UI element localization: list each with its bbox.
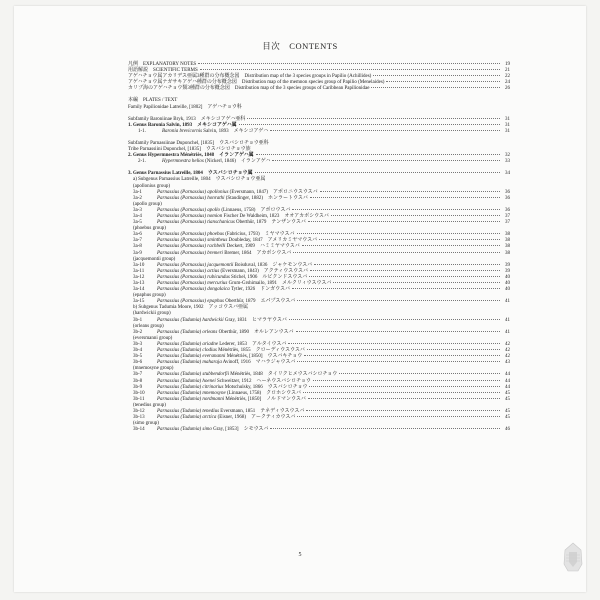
document-page [14, 6, 586, 592]
toc-entry-text [128, 105, 242, 111]
toc-entry-page: 31 [505, 122, 510, 128]
toc-leader-dots [270, 427, 500, 429]
table-of-contents [128, 62, 510, 433]
toc-entry-number: 3b-10 [133, 390, 145, 396]
toc-entry-number: 3a-7 [133, 238, 142, 244]
toc-entry-text [128, 129, 268, 135]
toc-entry-page: 37 [505, 213, 510, 219]
toc-leader-dots [313, 379, 500, 381]
toc-entry-label: Parnassius (Parnassius) epaphus Oberthür, 1879 エパプスウスバ [157, 299, 296, 305]
toc-entry-number: 3b-14 [133, 427, 145, 433]
toc-entry-number: 3b-7 [133, 372, 143, 378]
toc-entry-page: 39 [505, 262, 510, 268]
toc-entry-page: 40 [505, 274, 510, 280]
toc-leader-dots [293, 251, 500, 253]
toc-leader-dots [303, 391, 500, 393]
toc-entry-text [128, 86, 369, 92]
toc-entry-number: 3a-1 [133, 189, 142, 195]
toc-leader-dots [247, 117, 500, 119]
toc-entry-label: Parnassius (Tadumia) eversmanni Ménétriès, [1850] ウスバキチョウ [157, 354, 303, 360]
toc-entry-label: Subfamily Baroniinae Bryk, 1913 メキシコアゲハ亜科 [128, 116, 246, 122]
toc-entry-page: 31 [505, 116, 510, 122]
toc-entry-label: 凡例 EXPLANATORY NOTES [128, 62, 197, 67]
toc-entry-page: 36 [505, 189, 510, 195]
toc-entry-number: 3b-1 [133, 317, 143, 323]
page-title: 目次 CONTENTS [262, 41, 338, 51]
toc-entry-label: Parnassius (Parnassius) apollo (Linnaeus, 1758) アポロウスバ [157, 207, 291, 213]
toc-entry-label: a) Subgenus Parnassius Latreille, 1804 ウスバシロチョウ亜属 [133, 177, 266, 183]
toc-entry-page: 45 [505, 408, 510, 414]
toc-leader-dots [292, 208, 500, 210]
toc-entry-label: Parnassius (Tadumia) simo Gray, [1853] シモウスバ [157, 427, 269, 433]
toc-entry-number: 3a-15 [133, 299, 145, 305]
toc-entry-label: 3. Genus Parnassius Latreille, 1804 ウスバシロチョウ属 [128, 171, 253, 177]
toc-leader-dots [307, 348, 500, 350]
toc-entry-number: 3a-10 [133, 262, 145, 268]
toc-entry-label: アゲハチョウ属ナガサキアゲハ種群の分布概念図 Distribution map of the memnon species group of Papilio (Menelaides) [128, 80, 385, 86]
toc-entry-page: 26 [505, 86, 510, 92]
toc-leader-dots [255, 171, 500, 173]
toc-entry-page: 45 [505, 415, 510, 421]
toc-entry-number: 3b-11 [133, 396, 145, 402]
toc-entry-label: (mnemosyne group) [133, 366, 174, 372]
toc-entry-label: Parnassius (Parnassius) jacquemontii Boisduval, 1836 ジャケモンウスバ [157, 262, 313, 268]
toc-entry-label: Parnassius (Tadumia) hoenei Schweitzer, 1912 ヘーネウスバシロチョウ [157, 378, 311, 384]
toc-entry-label: Parnassius (Tadumia) orleans Oberthür, 1890 オルレアンウスバ [157, 329, 294, 335]
toc-entry-number: 3b-6 [133, 360, 143, 366]
toc-entry-page: 19 [505, 62, 510, 67]
toc-entry-page: 45 [505, 390, 510, 396]
toc-entry-label: Family Papilionidae Latreille, [1802] アゲハチョウ科 [128, 104, 242, 110]
toc-entry-number: 2-1. [138, 159, 146, 165]
toc-entry-page: 44 [505, 372, 510, 378]
toc-entry-label: Parnassius (Parnassius) phoebus (Fabricius, 1793) ミヤマウスバ [157, 232, 295, 238]
toc-leader-dots [308, 397, 500, 399]
toc-entry-label: Parnassius (Parnassius) rubicundus Stichel, 1906 ルビクンドスウスバ [157, 274, 308, 280]
toc-leader-dots [314, 263, 500, 265]
toc-entry-label: 本編 PLATES / TEXT [128, 98, 178, 104]
toc-leader-dots [309, 275, 500, 277]
toc-entry-number: 3a-5 [133, 220, 142, 226]
toc-leader-dots [371, 86, 500, 88]
toc-entry-label: Hypermnestra helios (Nickerl, 1846) イランアゲハ [162, 159, 271, 165]
toc-entry-label: (orleans group) [133, 323, 164, 329]
toc-entry-label: Parnassius (Parnassius) mercurius Grum-Grshimailo, 1891 メルクリィウスウスバ [157, 281, 332, 286]
toc-entry-page: 31 [505, 128, 510, 134]
toc-entry-label: Parnassius (Parnassius) smintheus Doubleday, 1847 アメリカミヤマウスバ [157, 238, 318, 244]
toc-entry-number: 3b-2 [133, 329, 143, 335]
toc-entry-page: 39 [505, 268, 510, 274]
toc-entry-number: 3a-6 [133, 232, 142, 238]
toc-entry-label: (jacquemontii group) [133, 256, 176, 262]
toc-leader-dots [373, 74, 500, 76]
toc-leader-dots [239, 123, 500, 125]
toc-entry-label: (hardwickii group) [133, 311, 171, 317]
toc-entry-label: 用語解説 SCIENTIFIC TERMS [128, 68, 198, 74]
toc-entry-page: 38 [505, 238, 510, 244]
toc-entry-label: (epaphus group) [133, 293, 166, 299]
toc-entry-page: 38 [505, 250, 510, 256]
toc-entry-number: 3a-8 [133, 244, 142, 250]
toc-leader-dots [297, 299, 500, 301]
toc-entry-label: Parnassius (Tadumia) maharaja Avinoff, 1916 マハラジャウスバ [157, 360, 296, 366]
toc-entry-number: 3b-4 [133, 348, 143, 354]
toc-entry-label: Parnassius (Tadumia) clodius Ménétriès, 1855 クローディウスウスバ [157, 348, 305, 354]
toc-leader-dots [292, 287, 500, 289]
toc-entry-label: Tribe Parnassiini Duponchel, [1835] ウスバシロチョウ族 [128, 147, 251, 153]
toc-entry-page: 36 [505, 195, 510, 201]
toc-entry-page: 40 [505, 287, 510, 293]
toc-entry-label: (phoebus group) [133, 226, 166, 232]
toc-entry-number: 3a-11 [133, 268, 145, 274]
toc-entry-label: カリブ海のアゲハチョウ類3種群の分布概念図 Distribution map of the 3 species groups of Caribbean Papilionidae [128, 86, 370, 92]
toc-entry-page: 33 [505, 159, 510, 165]
toc-entry-page: 44 [505, 384, 510, 390]
toc-entry-number: 3b-3 [133, 341, 143, 347]
toc-leader-dots [304, 354, 500, 356]
toc-entry-page: 44 [505, 378, 510, 384]
toc-entry-page: 34 [505, 171, 510, 177]
toc-entry-page: 21 [505, 68, 510, 74]
toc-entry-page: 38 [505, 244, 510, 250]
toc-entry-label: Parnassius (Parnassius) nomion Fischer De Waldheim, 1823 オオアカボシウスバ [157, 213, 329, 219]
toc-entry-text [128, 159, 270, 165]
toc-entry-label: (tenedius group) [133, 402, 166, 408]
toc-leader-dots [198, 62, 500, 64]
toc-entry-number: 3a-9 [133, 250, 142, 256]
toc-entry-number: 3a-12 [133, 274, 145, 280]
toc-entry-number: 3b-8 [133, 378, 143, 384]
toc-entry-label: Parnassius (Parnassius) dongalaica Tytler, 1926 ドンガウスバ [157, 287, 290, 293]
toc-leader-dots [339, 372, 500, 374]
toc-entry-label: Baronia brevicornis Salvin, 1893 メキシコアゲハ [162, 128, 269, 134]
toc-entry-page: 42 [505, 348, 510, 354]
toc-leader-dots [386, 80, 500, 82]
toc-leader-dots [289, 318, 500, 320]
toc-leader-dots [288, 342, 500, 344]
toc-entry-page: 41 [505, 329, 510, 335]
toc-entry-number: 3a-4 [133, 213, 142, 219]
toc-entry-label: Parnassius (Tadumia) nordmanni Ménétriès, [1850] ノルドマンウスバ [157, 396, 306, 402]
toc-leader-dots [306, 409, 500, 411]
toc-entry-page: 45 [505, 396, 510, 402]
toc-entry-page: 40 [505, 281, 510, 286]
toc-entry-text [128, 427, 268, 433]
toc-entry-label: Parnassius (Parnassius) rachbelli Deckert, 1909 ハミミヤマウスバ [157, 244, 300, 250]
toc-entry-label: Parnassius (Parnassius) bremeri Bremer, 1864 アカボシウスバ [157, 250, 292, 256]
toc-leader-dots [310, 269, 500, 271]
toc-entry-label: アゲハチョウ属アカリデス亜属3種群の分布概念図 Distribution map of the 3 species groups in Papilio (Achillides) [128, 74, 372, 80]
toc-entry-label: Parnassius (Tadumia) citrinarius Motschulsky, 1866 ウスバシロチョウ [157, 384, 308, 390]
toc-entry-page: 22 [505, 74, 510, 80]
toc-leader-dots [200, 68, 500, 70]
toc-entry-label: Parnassius (Parnassius) apollonius (Eversmann, 1847) アポロニウスウスバ [157, 189, 318, 195]
toc-leader-dots [297, 360, 500, 362]
toc-entry-label: Parnassius (Parnassius) actius (Eversmann, 1843) アクティウスウスバ [157, 268, 308, 274]
toc-entry-page: 42 [505, 354, 510, 360]
toc-entry-page: 37 [505, 220, 510, 226]
pharaoh-logo-icon [562, 542, 584, 572]
toc-entry-label: Parnassius (Tadumia) stubbendorfii Ménétriès, 1848 タイリクヒメウスバシロチョウ [157, 372, 338, 378]
toc-leader-dots [272, 159, 500, 161]
toc-entry-label: 1. Genus Baronia Salvin, 1893 メキシコアゲハ属 [128, 122, 237, 128]
toc-leader-dots [270, 129, 500, 131]
toc-entry-number: 3b-5 [133, 354, 143, 360]
toc-entry-label: Parnassius (Tadumia) tenedius Eversmann, 1851 テネディウスウスバ [157, 408, 305, 414]
toc-entry-page: 32 [505, 153, 510, 159]
toc-entry-label: Parnassius (Tadumia) hardwickii Gray, 1831 ヒマラヤウスバ [157, 317, 287, 323]
toc-entry-number: 1-1. [138, 128, 146, 134]
toc-leader-dots [302, 244, 500, 246]
toc-entry-label: Parnassius (Parnassius) tianschanicus Oberthür, 1879 テンザンウスバ [157, 220, 306, 226]
toc-entry-page: 46 [505, 427, 510, 433]
toc-leader-dots [309, 385, 500, 387]
toc-entry-label: 2. Genus Hypermnestra Ménétriès, 1848 イランアゲハ属 [128, 153, 254, 159]
toc-entry-page: 41 [505, 299, 510, 305]
toc-entry-page: 42 [505, 341, 510, 347]
toc-entry [128, 427, 510, 433]
toc-entry-number: 3b-13 [133, 415, 145, 421]
toc-leader-dots [297, 232, 501, 234]
toc-entry-label: Parnassius (Parnassius) honrathi (Staudinger, 1882) ホンラートウスバ [157, 195, 308, 201]
toc-entry-label: Parnassius (Tadumia) ariadne Lederer, 1853 アルタイウスバ [157, 341, 287, 347]
toc-entry-page: 36 [505, 207, 510, 213]
toc-entry-number: 3a-14 [133, 287, 145, 293]
toc-leader-dots [296, 330, 500, 332]
toc-entry-label: Parnassius (Tadumia) mnemosyne (Linnaeus, 1758) クロホシウスバ [157, 390, 301, 396]
toc-leader-dots [319, 238, 500, 240]
toc-entry-page: 41 [505, 317, 510, 323]
toc-entry-label: Subfamily Parnassiinae Duponchel, [1835] ウスバシロチョウ亜科 [128, 140, 269, 146]
toc-leader-dots [297, 415, 500, 417]
toc-entry-number: 3a-13 [133, 281, 145, 286]
toc-entry-number: 3a-3 [133, 207, 142, 213]
toc-entry-label: (apollo group) [133, 201, 162, 207]
toc-entry-page: 43 [505, 360, 510, 366]
toc-entry-number: 3b-9 [133, 384, 143, 390]
toc-leader-dots [331, 214, 500, 216]
toc-leader-dots [320, 190, 500, 192]
toc-entry-page: 38 [505, 232, 510, 238]
toc-entry-number: 3b-12 [133, 408, 145, 414]
toc-entry-page: 24 [505, 80, 510, 86]
toc-leader-dots [333, 281, 500, 283]
toc-entry-label: b) Subgenus Tadumia Moore, 1902 アッコウスバ亜属 [133, 305, 249, 311]
toc-leader-dots [308, 220, 500, 222]
page-number: 5 [298, 552, 302, 558]
toc-leader-dots [310, 196, 500, 198]
toc-entry-number: 3a-2 [133, 195, 142, 201]
toc-entry-label: (apollonius group) [133, 183, 171, 189]
toc-entry-label: (simo group) [133, 421, 159, 427]
toc-leader-dots [256, 153, 500, 155]
toc-entry-label: (eversmanni group) [133, 335, 173, 341]
toc-entry-label: Parnassius (Tadumia) arctica (Eisner, 1968) アークティカウスバ [157, 415, 296, 421]
